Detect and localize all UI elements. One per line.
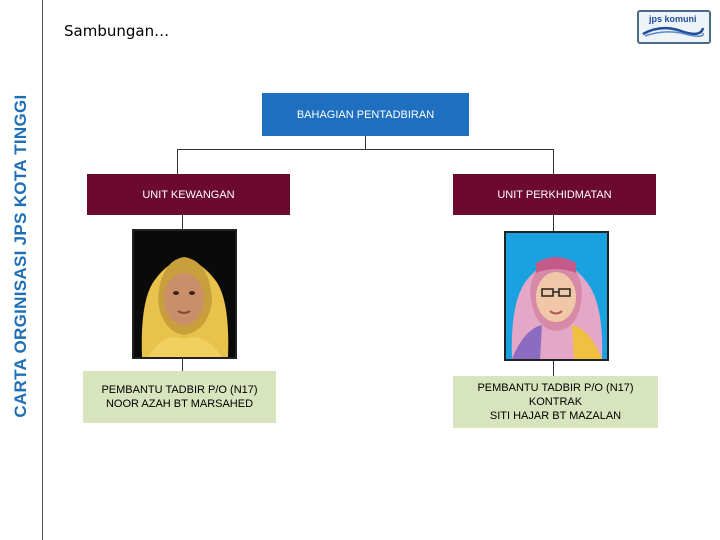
- staff-name: NOOR AZAH BT MARSAHED: [105, 398, 254, 410]
- page-subtitle: Sambungan…: [64, 22, 170, 40]
- staff-text: [477, 381, 633, 423]
- jps-logo-icon: [637, 10, 711, 44]
- staff-position: PEMBANTU TADBIR P/O (N17): [477, 382, 634, 394]
- vertical-title: CARTA ORGINISASI JPS KOTA TINGGI: [11, 94, 30, 418]
- node-bahagian-pentadbiran: [262, 93, 469, 136]
- staff-position: PEMBANTU TADBIR P/O (N17): [101, 384, 258, 396]
- connector-left-to-staff: [182, 357, 183, 371]
- node-label: UNIT PERKHIDMATAN: [497, 188, 612, 201]
- staff-photo-colorful-hijab: [504, 231, 609, 361]
- staff-text: [101, 383, 257, 411]
- logo-swoosh-icon: [641, 24, 705, 38]
- node-label: UNIT KEWANGAN: [142, 188, 235, 201]
- node-staff-kewangan: [83, 371, 276, 423]
- logo-text: jps komuni: [649, 14, 697, 24]
- connector-right-to-photo: [553, 215, 554, 231]
- connector-left-to-photo: [182, 215, 183, 230]
- staff-photo-yellow-hijab: [132, 229, 237, 359]
- node-unit-kewangan: [87, 174, 290, 215]
- connector-left-drop: [177, 149, 178, 174]
- node-staff-perkhidmatan: [453, 376, 658, 428]
- connector-top-vertical: [365, 136, 366, 149]
- sidebar: [0, 0, 43, 540]
- node-label: BAHAGIAN PENTADBIRAN: [296, 108, 435, 121]
- node-unit-perkhidmatan: [453, 174, 656, 215]
- staff-name: SITI HAJAR BT MAZALAN: [489, 410, 622, 422]
- staff-contract: KONTRAK: [528, 396, 583, 408]
- connector-horizontal: [177, 149, 554, 150]
- connector-right-drop: [553, 149, 554, 174]
